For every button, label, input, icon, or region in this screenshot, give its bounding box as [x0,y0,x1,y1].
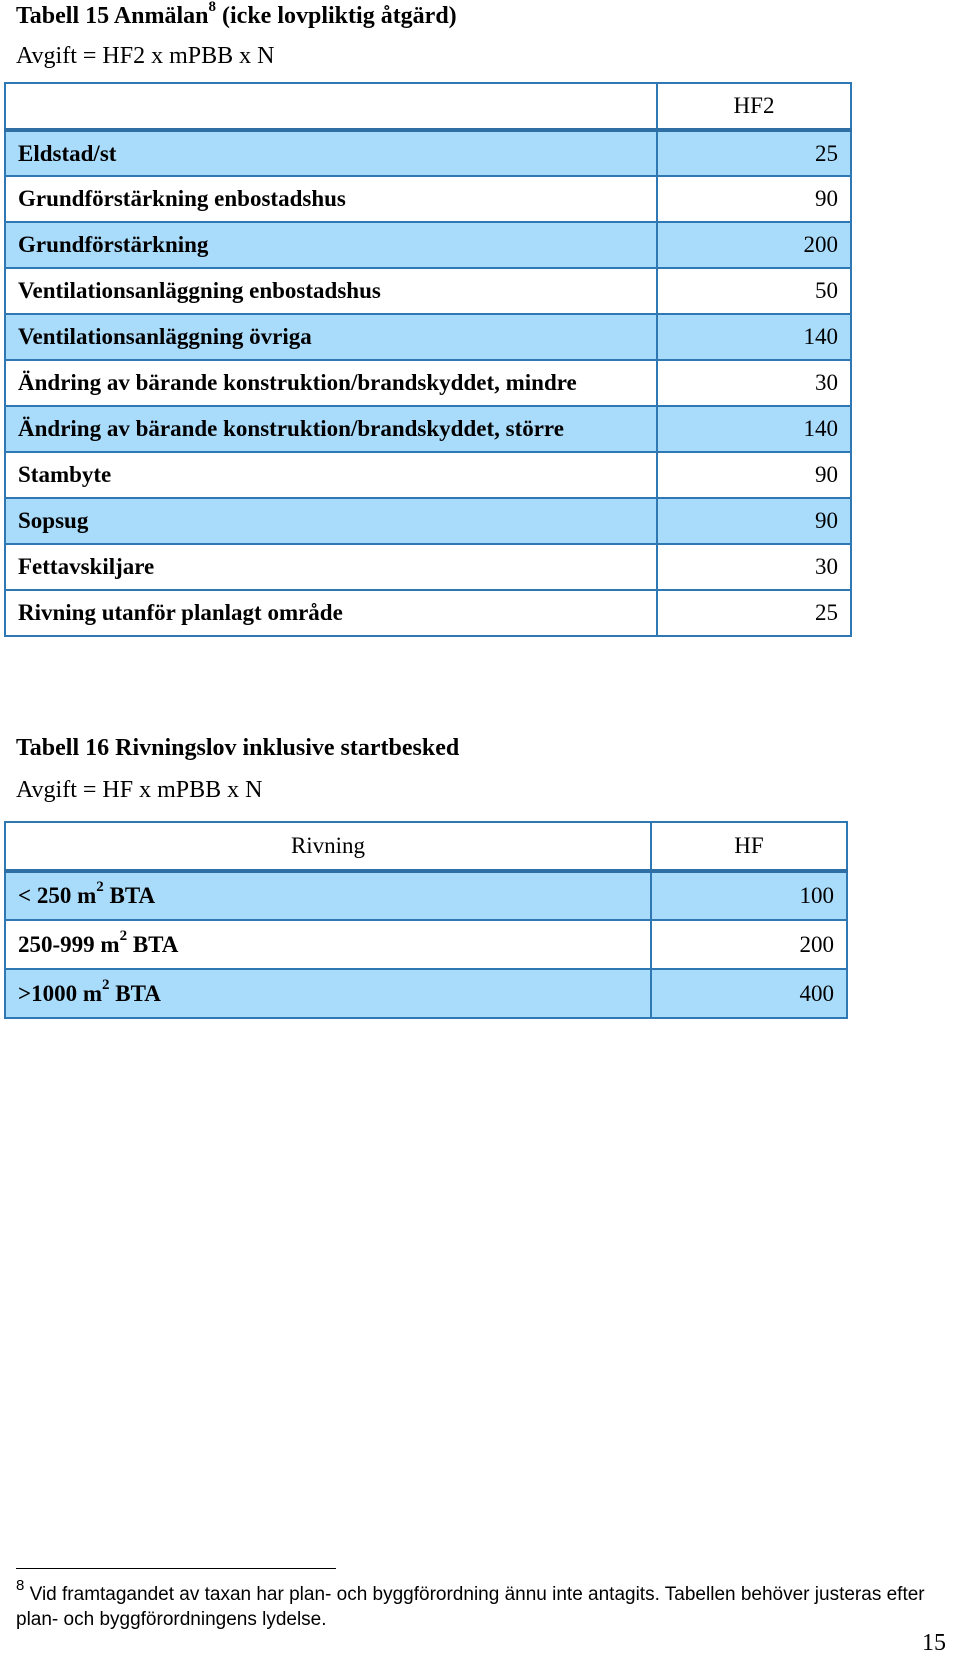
row-value: 30 [657,544,851,590]
table15 [4,82,852,637]
row-label: Eldstad/st [5,130,657,176]
table16-header-label: Rivning [5,822,651,871]
footnote [16,1576,946,1632]
table-row [5,222,851,268]
row-value: 25 [657,130,851,176]
table-row [5,969,847,1018]
row-value: 200 [657,222,851,268]
row-label: Ändring av bärande konstruktion/brandskyddet, större [5,406,657,452]
row-label: Stambyte [5,452,657,498]
table-row [5,920,847,969]
row-label: Sopsug [5,498,657,544]
row-value: 200 [651,920,847,969]
row-value: 90 [657,176,851,222]
row-label: Ändring av bärande konstruktion/brandskyddet, mindre [5,360,657,406]
row-label: < 250 $m^2$ BTA [5,871,651,920]
row-label: 250-999 $m^2$ BTA [5,920,651,969]
table-row [5,498,851,544]
row-label: Ventilationsanläggning övriga [5,314,657,360]
footnote-marker: 8 [16,1576,25,1594]
footnote-divider [16,1568,336,1569]
row-value: 400 [651,969,847,1018]
row-label: Ventilationsanläggning enbostadshus [5,268,657,314]
table15-header-label [5,83,657,130]
table15-title: Tabell 15 Anmälan$^8$ (icke lovpliktig åtgärd) [16,0,457,29]
row-value: 50 [657,268,851,314]
table15-header-row [5,83,851,130]
row-value: 140 [657,314,851,360]
row-value: 140 [657,406,851,452]
table-row [5,130,851,176]
row-label: Grundförstärkning [5,222,657,268]
table16-title: Tabell 16 Rivningslov inklusive startbesked [16,735,460,761]
table16-header-row [5,822,847,871]
table-row [5,871,847,920]
table-row [5,268,851,314]
row-label: Fettavskiljare [5,544,657,590]
table16-formula: Avgift = HF x mPBB x N [16,777,263,803]
row-value: 30 [657,360,851,406]
row-value: 100 [651,871,847,920]
row-label: Grundförstärkning enbostadshus [5,176,657,222]
table16-header-value: HF [651,822,847,871]
row-value: 90 [657,498,851,544]
table-row [5,452,851,498]
row-value: 25 [657,590,851,636]
footnote-ref[interactable]: 8 [208,0,217,15]
table-row [5,314,851,360]
table-row [5,176,851,222]
row-value: 90 [657,452,851,498]
table16 [4,821,848,1019]
row-label: >1000 $m^2$ BTA [5,969,651,1018]
table15-formula: Avgift = HF2 x mPBB x N [16,43,275,69]
footnote-text: Vid framtagandet av taxan har plan- och byggförordning ännu inte antagits. Tabellen behöver justeras efter plan- och byggförordningens lydelse. [16,1584,925,1630]
table15-header-value: HF2 [657,83,851,130]
table-row [5,590,851,636]
table-row [5,360,851,406]
row-label: Rivning utanför planlagt område [5,590,657,636]
table-row [5,406,851,452]
table-row [5,544,851,590]
page-number: 15 [922,1630,946,1656]
